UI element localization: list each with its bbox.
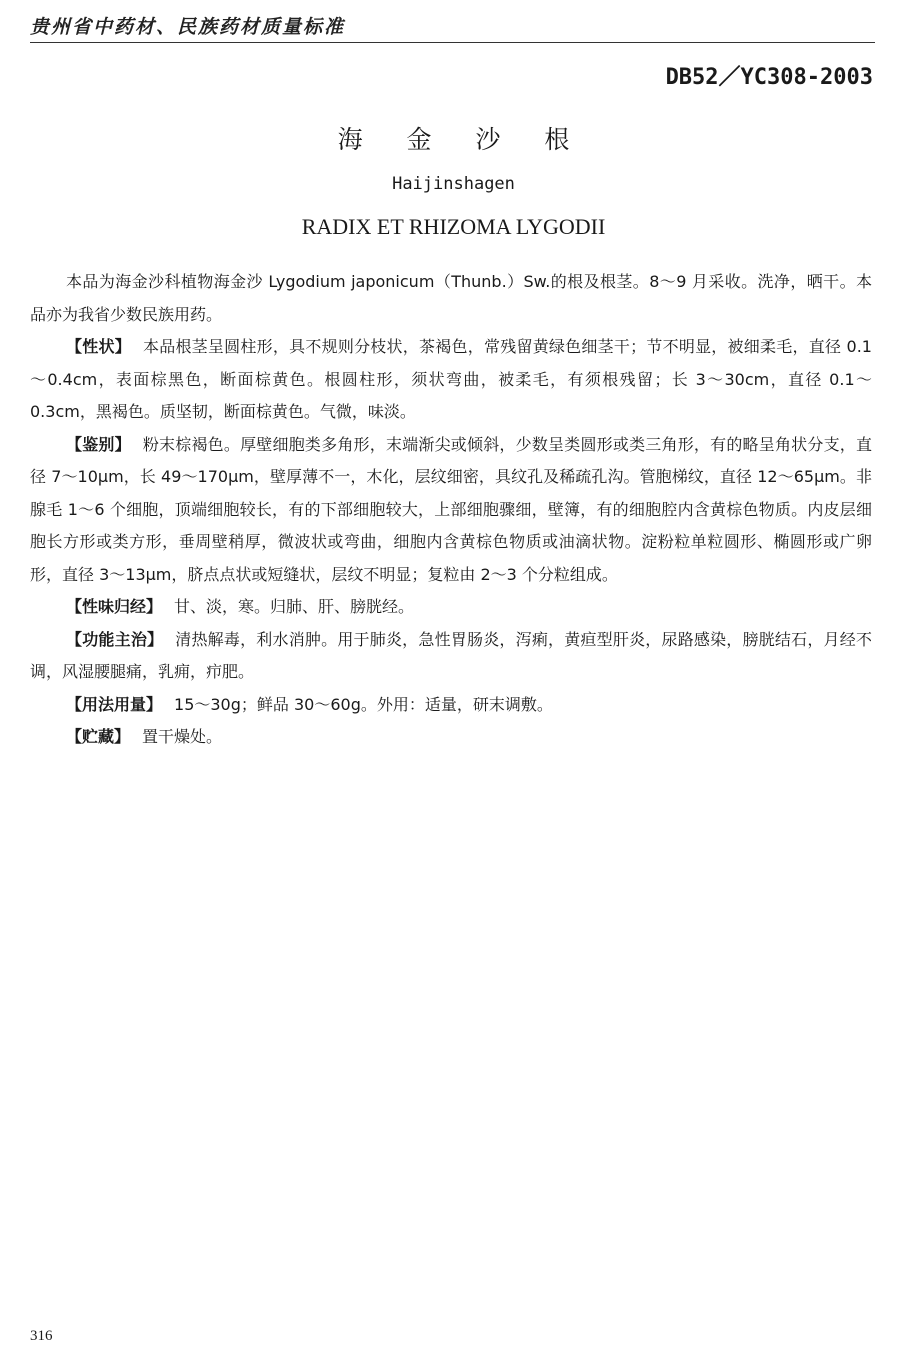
intro-paragraph: 本品为海金沙科植物海金沙 Lygodium japonicum（Thunb.）Sw.的根及根茎。8～9 月采收。洗净，晒干。本品亦为我省少数民族用药。 xyxy=(30,272,872,324)
section-nature-meridian xyxy=(30,591,872,624)
section-text-properties: 本品根茎呈圆柱形，具不规则分枝状，茶褐色，常残留黄绿色细茎干；节不明显，被细柔毛，直径 0.1～0.4cm，表面棕黑色，断面棕黄色。根圆柱形，须状弯曲，被柔毛，有须根残留；长 3～30cm，直径 0.1～0.3cm，黑褐色。质坚韧，断面棕黄色。气微，味淡。 xyxy=(30,337,872,421)
section-text-functions: 清热解毒，利水消肿。用于肺炎，急性胃肠炎，泻痢，黄疸型肝炎，尿路感染，膀胱结石，月经不调，风湿腰腿痛，乳痈，疖肥。 xyxy=(30,629,872,681)
section-text-usage-dosage: 15～30g；鲜品 30～60g。外用：适量，研末调敷。 xyxy=(174,694,553,714)
section-usage-dosage xyxy=(30,689,872,722)
page-number: 316 xyxy=(30,1328,53,1344)
title-latin: RADIX ET RHIZOMA LYGODII xyxy=(301,214,606,239)
section-label-storage: 【贮藏】 xyxy=(66,727,131,746)
section-functions xyxy=(30,624,872,689)
section-label-functions: 【功能主治】 xyxy=(66,629,164,649)
monograph-body xyxy=(30,266,872,754)
section-text-storage: 置干燥处。 xyxy=(142,727,223,746)
section-label-identification: 【鉴别】 xyxy=(66,434,131,454)
section-text-identification: 粉末棕褐色。厚壁细胞类多角形，末端渐尖或倾斜，少数呈类圆形或类三角形，有的略呈角状分支，直径 7～10μm，长 49～170μm，壁厚薄不一，木化，层纹细密，具纹孔及稀疏孔沟。管胞梯纹，直径 12～65μm。非腺毛 1～6 个细胞，顶端细胞较长，有的下部细胞较大，上部细胞骤细，壁簿，有的细胞腔内含黄棕色物质。内皮层细胞长方形或类方形，垂周壁稍厚，微波状或弯曲，细胞内含黄棕色物质或油滴状物。淀粉粒单粒圆形、椭圆形或广卵形，直径 3～13μm，脐点点状或短缝状，层纹不明显；复粒由 2～3 个分粒组成。 xyxy=(30,434,872,584)
section-properties xyxy=(30,331,872,429)
section-label-nature-meridian: 【性味归经】 xyxy=(66,597,163,616)
section-label-usage-dosage: 【用法用量】 xyxy=(66,694,163,714)
section-storage xyxy=(30,721,872,754)
standard-code: DB52／YC308-2003 xyxy=(665,65,873,90)
title-chinese: 海 金 沙 根 xyxy=(337,125,588,154)
title-pinyin: Haijinshagen xyxy=(392,174,515,194)
section-text-nature-meridian: 甘、淡，寒。归肺、肝、膀胱经。 xyxy=(174,597,415,616)
running-header: 贵州省中药材、民族药材质量标准 xyxy=(30,16,346,38)
section-identification xyxy=(30,429,872,592)
header-divider xyxy=(30,42,875,43)
section-label-properties: 【性状】 xyxy=(66,337,131,356)
